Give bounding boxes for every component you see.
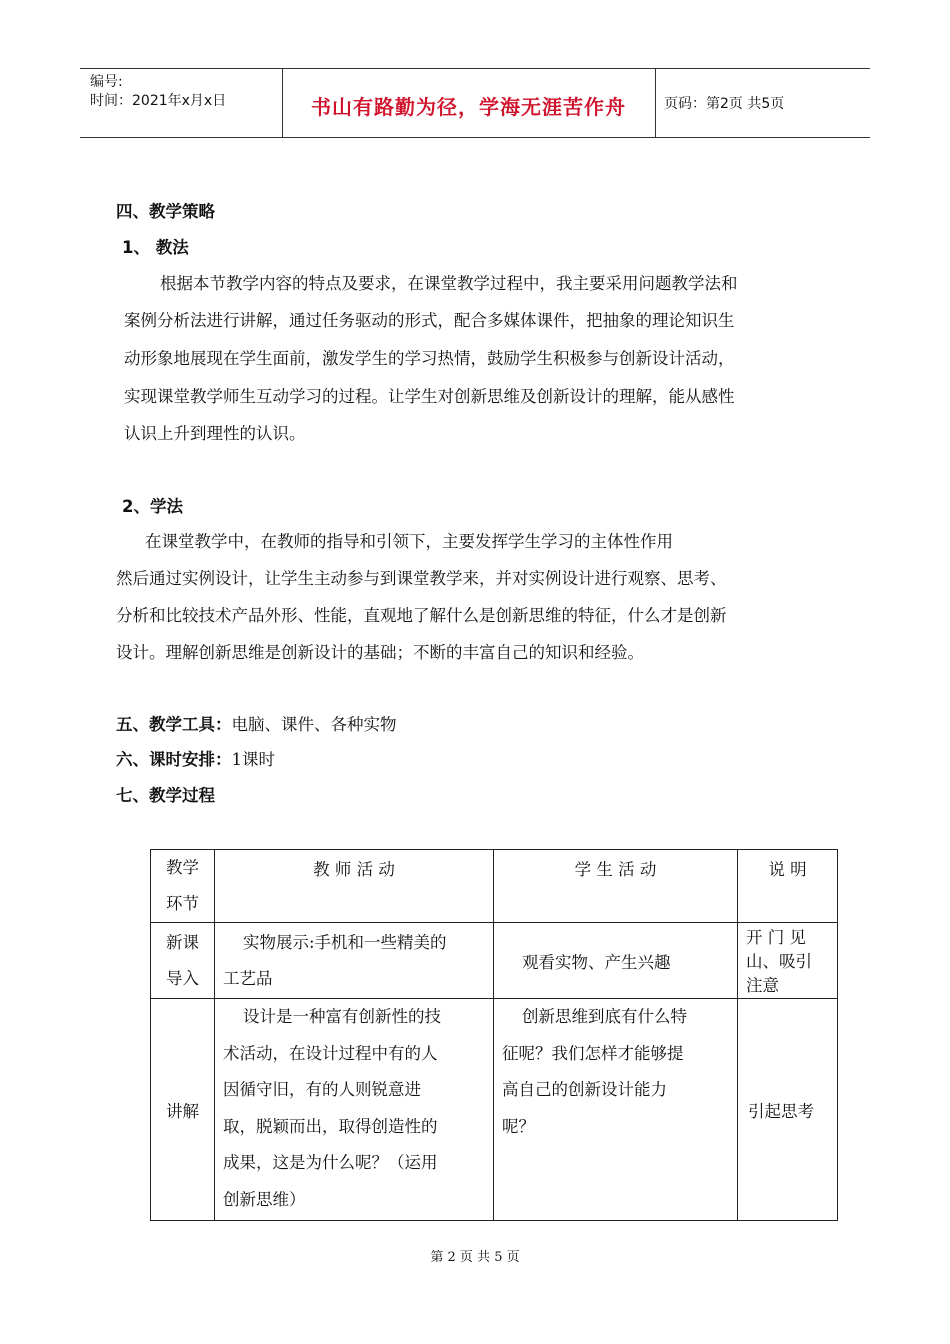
table-cell [215, 999, 494, 1221]
table-cell [151, 999, 215, 1221]
cell-text: 取，脱颖而出，取得创造性的 [223, 1116, 438, 1136]
header-page-number: 页码：第2页 共5页 [664, 96, 785, 112]
cell-text: 术活动，在设计过程中有的人 [223, 1043, 438, 1063]
section-label: 七、教学过程 [116, 786, 215, 805]
table-row [151, 923, 838, 999]
cell-text: 工艺品 [223, 969, 273, 988]
section-label: 五、教学工具： [116, 715, 232, 734]
header-meta [90, 73, 226, 111]
cell-text: 开 门 见 [746, 928, 806, 947]
cell-text: 导入 [166, 969, 199, 988]
paragraph-line: 认识上升到理性的认识。 [124, 424, 306, 443]
teaching-process-table [150, 849, 838, 1221]
cell-text: 山、吸引 [746, 952, 812, 971]
paragraph-line: 设计。理解创新思维是创新设计的基础；不断的丰富自己的知识和经验。 [116, 643, 644, 662]
section-label: 六、课时安排： [116, 750, 232, 769]
cell-text: 因循守旧，有的人则锐意进 [223, 1080, 421, 1099]
header-text: 教学 [166, 858, 199, 877]
cell-text: 讲解 [166, 1101, 199, 1121]
table-cell [494, 999, 738, 1221]
paragraph-line: 在课堂教学中，在教师的指导和引领下，主要发挥学生学习的主体性作用 [145, 532, 673, 551]
section-title: 四、教学策略 [116, 202, 215, 221]
document-number: 编号: [90, 74, 123, 90]
cell-text: 创新思维） [223, 1189, 306, 1209]
cell-text: 呢？ [502, 1116, 535, 1136]
paragraph-line: 分析和比较技术产品外形、性能，直观地了解什么是创新思维的特征，什么才是创新 [116, 606, 727, 625]
cell-text: 创新思维到底有什么特 [522, 1007, 687, 1026]
paragraph-line: 实现课堂教学师生互动学习的过程。让学生对创新思维及创新设计的理解，能从感性 [124, 387, 735, 406]
paragraph-line: 根据本节教学内容的特点及要求，在课堂教学过程中，我主要采用问题教学法和 [160, 274, 738, 293]
table-header-row [151, 850, 838, 923]
table-cell [494, 923, 738, 999]
table-header-cell: 学 生 活 动 [494, 850, 738, 923]
cell-text: 新课 [166, 933, 199, 952]
section-process [116, 782, 215, 806]
paragraph-line: 案例分析法进行讲解，通过任务驱动的形式，配合多媒体课件，把抽象的理论知识生 [124, 311, 735, 330]
subsection-title: 2、学法 [122, 497, 183, 516]
header-text: 环节 [166, 894, 199, 913]
cell-text: 引起思考 [748, 1101, 814, 1121]
cell-text: 注意 [746, 976, 779, 995]
table-cell [151, 923, 215, 999]
table-cell [215, 923, 494, 999]
section-tools [116, 711, 397, 735]
cell-text: 观看实物、产生兴趣 [522, 952, 671, 972]
subsection-title: 1、 教法 [122, 238, 189, 257]
table-row [151, 999, 838, 1221]
section-value: 1课时 [231, 750, 275, 769]
page-footer: 第 2 页 共 5 页 [430, 1250, 520, 1265]
table-header-cell: 说 明 [738, 850, 838, 923]
table-header-cell: 教 师 活 动 [215, 850, 494, 923]
table-cell [738, 999, 838, 1221]
document-time: 时间：2021年x月x日 [90, 93, 227, 109]
table-cell [738, 923, 838, 999]
header-motto: 书山有路勤为径，学海无涯苦作舟 [311, 95, 626, 119]
cell-text: 实物展示:手机和一些精美的 [243, 933, 447, 952]
cell-text: 高自己的创新设计能力 [502, 1080, 667, 1099]
section-value: 电脑、课件、各种实物 [231, 715, 397, 734]
table-header-cell [151, 850, 215, 923]
cell-text: 成果，这是为什么呢？（运用 [223, 1153, 438, 1172]
paragraph-line: 动形象地展现在学生面前，激发学生的学习热情，鼓励学生积极参与创新设计活动， [124, 349, 735, 368]
header-divider [655, 69, 656, 137]
paragraph-line: 然后通过实例设计，让学生主动参与到课堂教学来，并对实例设计进行观察、思考、 [116, 569, 727, 588]
section-schedule [116, 746, 275, 770]
cell-text: 设计是一种富有创新性的技 [243, 1007, 441, 1026]
cell-text: 征呢？我们怎样才能够提 [502, 1043, 684, 1063]
page-header [80, 68, 870, 138]
